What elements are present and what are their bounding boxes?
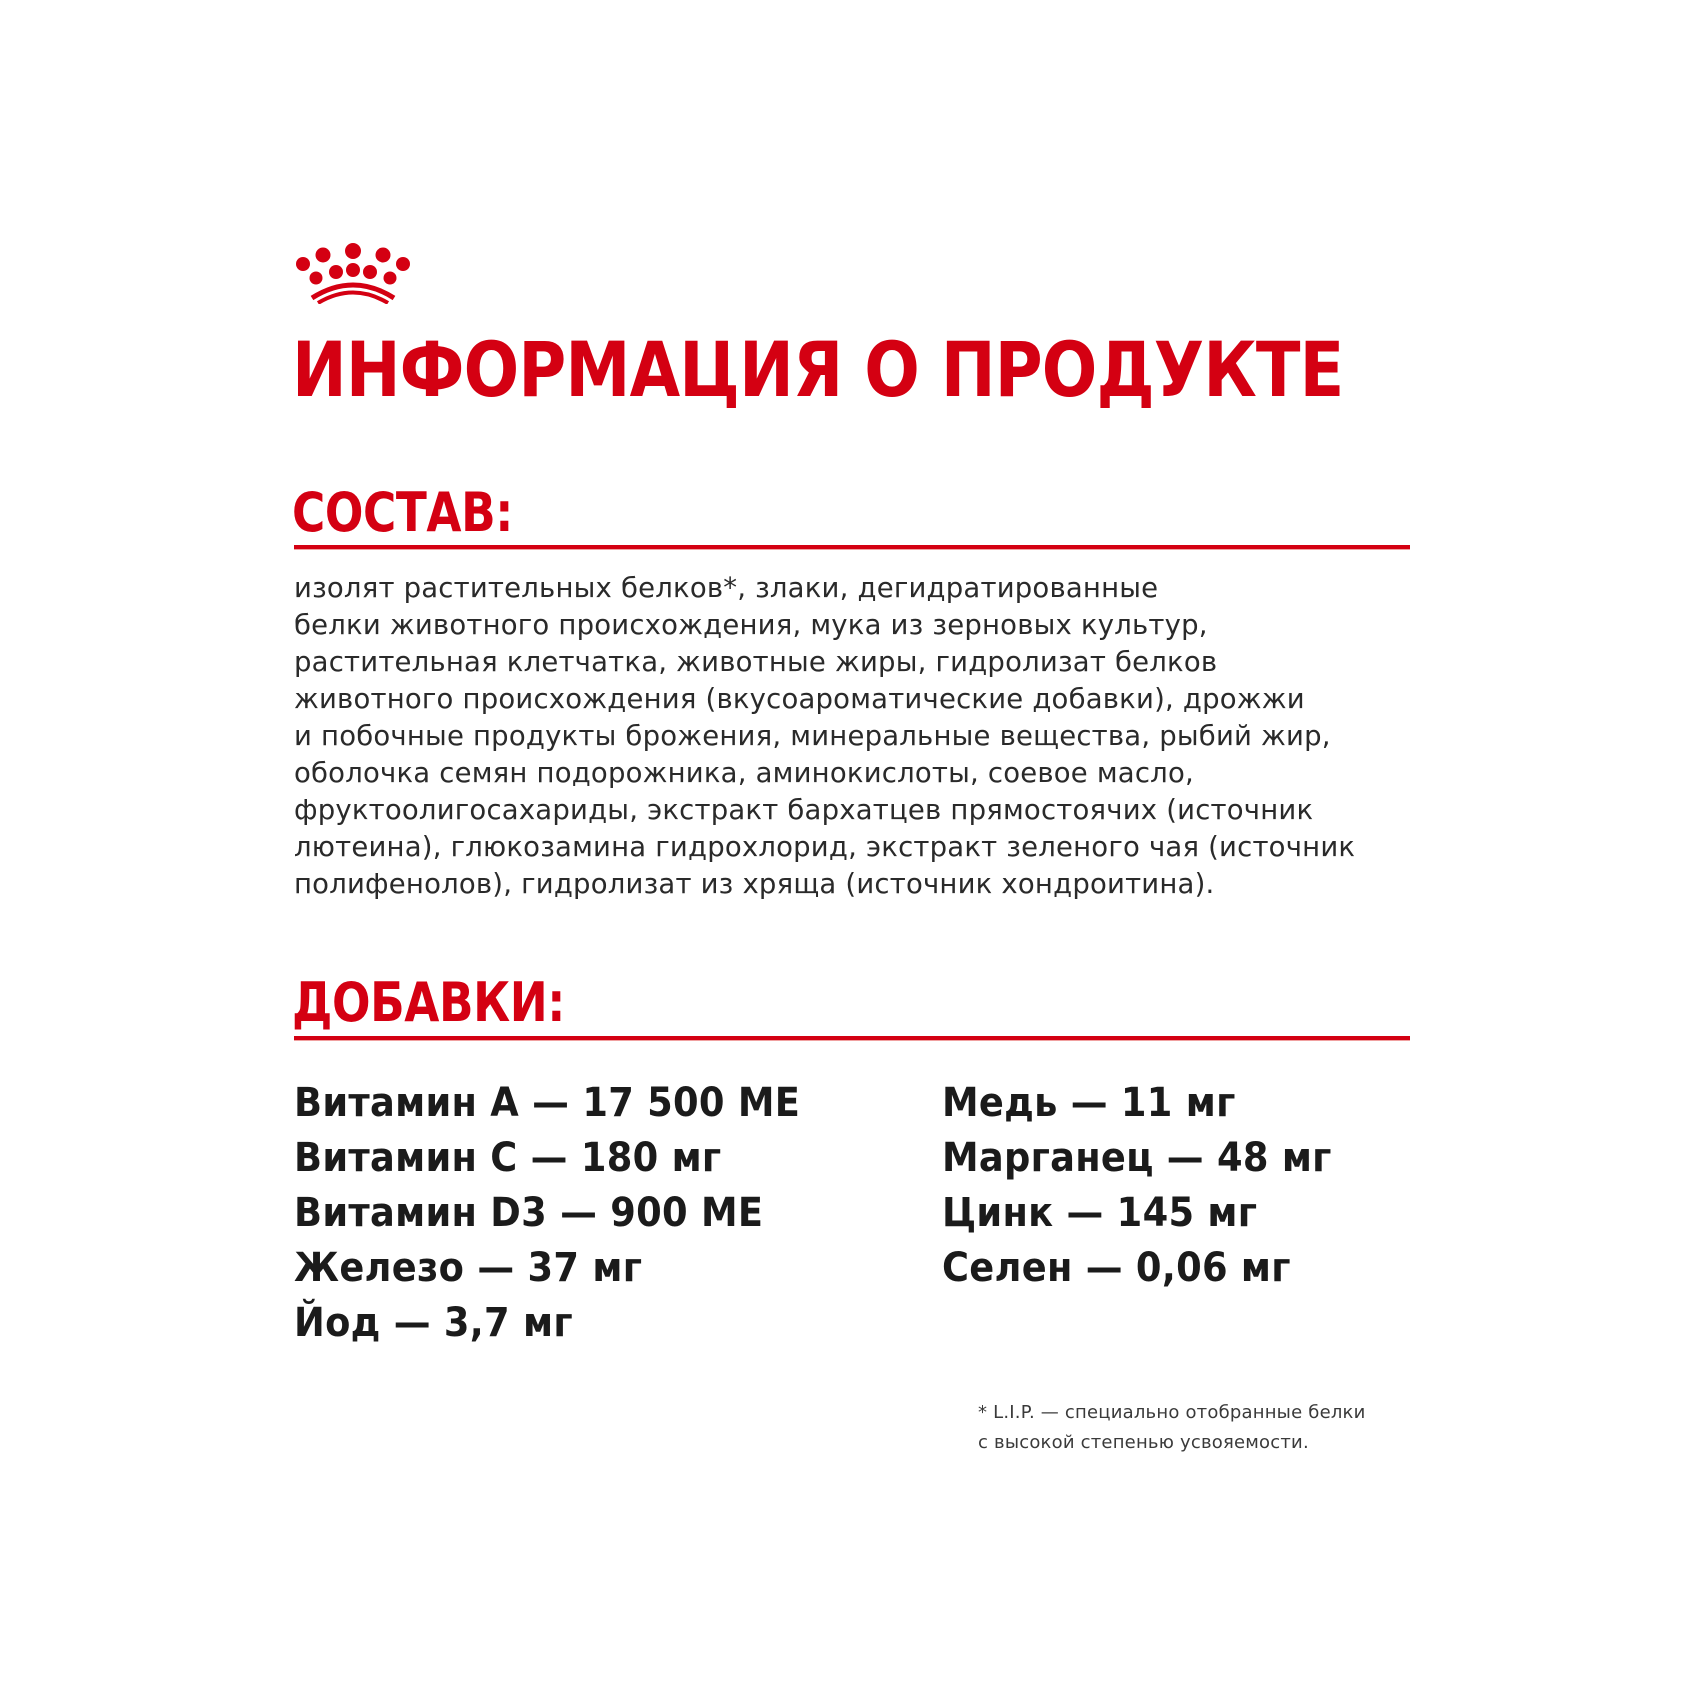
composition-line: животного происхождения (вкусоароматические добавки), дрожжи bbox=[294, 683, 1305, 715]
composition-line: белки животного происхождения, мука из зерновых культур, bbox=[294, 609, 1208, 641]
additive-item: Железо — 37 мг bbox=[294, 1245, 643, 1291]
additive-item: Витамин А — 17 500 МЕ bbox=[294, 1080, 801, 1126]
composition-text bbox=[294, 570, 1414, 903]
composition-line: лютеина), глюкозамина гидрохлорид, экстракт зеленого чая (источник bbox=[294, 831, 1356, 863]
additive-item: Йод — 3,7 мг bbox=[294, 1300, 573, 1346]
additive-item: Селен — 0,06 мг bbox=[942, 1245, 1291, 1291]
additives-divider bbox=[294, 1036, 1410, 1040]
composition-line: изолят растительных белков*, злаки, дегидратированные bbox=[294, 572, 1159, 604]
additive-item: Медь — 11 мг bbox=[942, 1080, 1236, 1126]
footnote-line: * L.I.P. — специально отобранные белки bbox=[978, 1402, 1366, 1423]
page-title: ИНФОРМАЦИЯ О ПРОДУКТЕ bbox=[292, 325, 1344, 414]
footnote bbox=[978, 1398, 1366, 1458]
additive-item: Марганец — 48 мг bbox=[942, 1135, 1332, 1181]
composition-divider bbox=[294, 545, 1410, 549]
composition-heading: СОСТАВ: bbox=[292, 481, 513, 544]
composition-line: фруктоолигосахариды, экстракт бархатцев прямостоячих (источник bbox=[294, 794, 1314, 826]
additive-item: Цинк — 145 мг bbox=[942, 1190, 1258, 1236]
additives-list-left bbox=[294, 1076, 800, 1351]
additive-item: Витамин С — 180 мг bbox=[294, 1135, 722, 1181]
composition-line: растительная клетчатка, животные жиры, гидролизат белков bbox=[294, 646, 1218, 678]
additive-item: Витамин D3 — 900 МЕ bbox=[294, 1190, 764, 1236]
additives-heading: ДОБАВКИ: bbox=[292, 971, 566, 1034]
footnote-line: с высокой степенью усвояемости. bbox=[978, 1432, 1309, 1453]
royal-canin-crown-icon bbox=[294, 242, 412, 304]
additives-list-right bbox=[942, 1076, 1332, 1296]
composition-line: и побочные продукты брожения, минеральные вещества, рыбий жир, bbox=[294, 720, 1331, 752]
composition-line: оболочка семян подорожника, аминокислоты, соевое масло, bbox=[294, 757, 1194, 789]
composition-line: полифенолов), гидролизат из хряща (источник хондроитина). bbox=[294, 868, 1215, 900]
